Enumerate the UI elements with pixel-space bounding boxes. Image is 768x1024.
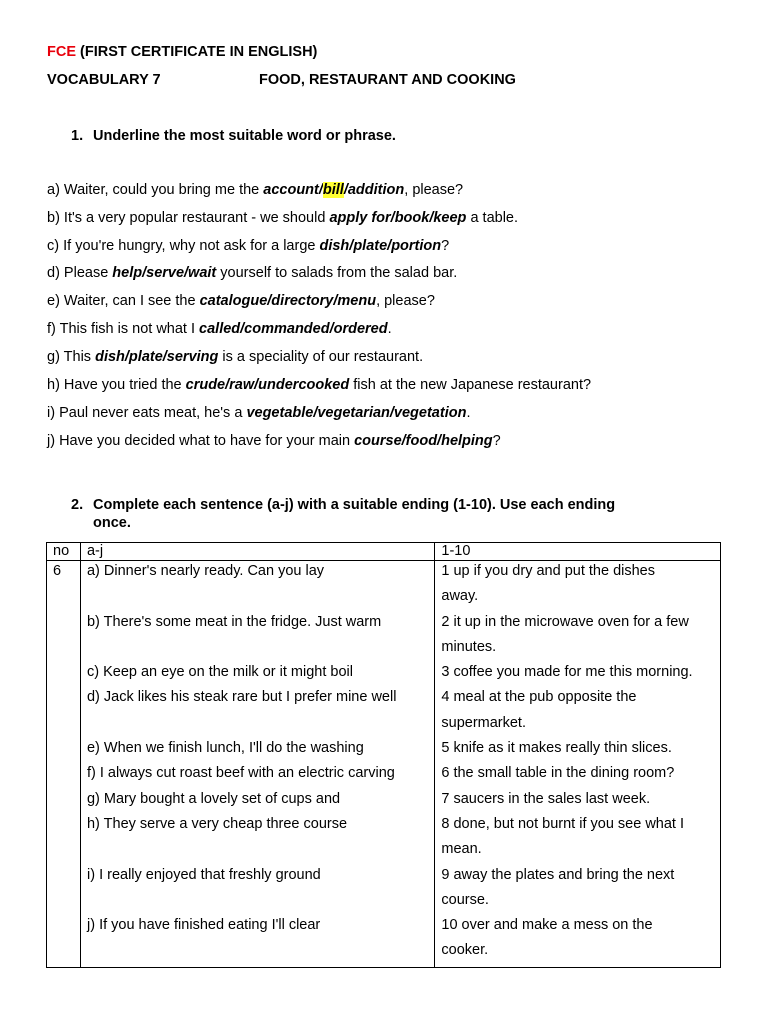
question-d — [47, 265, 457, 281]
question-b — [47, 210, 518, 226]
ending-line: cooker. — [441, 942, 489, 959]
exercise2-number: 2. — [71, 497, 84, 513]
question-text: ? — [441, 238, 450, 254]
question-text: b) It's a very popular restaurant - we should — [47, 210, 330, 226]
topic-title: FOOD, RESTAURANT AND COOKING — [259, 72, 516, 88]
table-header-row — [47, 543, 721, 561]
sentence-c: c) Keep an eye on the milk or it might boil — [86, 664, 353, 681]
header-1-10: 1-10 — [435, 543, 721, 561]
ending-line: 7 saucers in the sales last week. — [441, 790, 651, 807]
highlighted-option: bill — [322, 182, 344, 198]
exercise2-instruction — [71, 496, 691, 532]
question-f — [47, 321, 392, 337]
sentence-beginnings — [80, 561, 434, 968]
ending-line: 9 away the plates and bring the next — [441, 866, 675, 883]
question-text: e) Waiter, can I see the — [47, 293, 200, 309]
question-j — [47, 433, 501, 449]
answer-options: help/serve/wait — [112, 265, 217, 281]
sentence-b: b) There's some meat in the fridge. Just warm — [86, 613, 382, 630]
answer-options: apply for/book/keep — [329, 210, 467, 226]
ending-line: 4 meal at the pub opposite the — [441, 689, 637, 706]
exercise1-number: 1. — [71, 128, 84, 144]
answer-options: catalogue/directory/menu — [199, 293, 377, 309]
ending-line: 5 knife as it makes really thin slices. — [441, 740, 672, 757]
question-text: d) Please — [47, 265, 113, 281]
matching-table — [46, 542, 721, 968]
ending-line: course. — [441, 891, 489, 908]
sentence-d: d) Jack likes his steak rare but I prefer mine well — [86, 689, 397, 706]
fce-label: FCE — [47, 44, 76, 60]
ending-line: mean. — [441, 841, 482, 858]
question-h — [47, 377, 591, 393]
sentence-endings — [435, 561, 721, 968]
question-text: , please? — [376, 293, 435, 309]
answer-options: vegetable/vegetarian/vegetation — [246, 405, 467, 421]
answer-options: dish/plate/serving — [95, 349, 219, 365]
vocabulary-number: VOCABULARY 7 — [47, 72, 161, 88]
question-text: h) Have you tried the — [47, 377, 186, 393]
ending-line: 1 up if you dry and put the dishes — [441, 563, 655, 579]
question-g — [47, 349, 423, 365]
sentence-i: i) I really enjoyed that freshly ground — [86, 866, 321, 883]
sentence-j: j) If you have finished eating I'll clear — [86, 917, 321, 934]
question-text: yourself to salads from the salad bar. — [216, 265, 458, 281]
sentence-g: g) Mary bought a lovely set of cups and — [86, 790, 341, 807]
question-a — [47, 182, 463, 198]
ending-line: 10 over and make a mess on the — [441, 917, 653, 934]
answer-options: account/ — [263, 182, 323, 198]
ending-line: supermarket. — [441, 714, 526, 731]
answer-number: 6 — [53, 563, 62, 579]
question-text: a table. — [466, 210, 519, 226]
table-body-row — [47, 561, 721, 968]
question-c — [47, 238, 449, 254]
question-text: . — [387, 321, 392, 337]
exercise2-text: Complete each sentence (a-j) with a suitable ending (1-10). Use each ending — [93, 497, 616, 513]
title-rest: (FIRST CERTIFICATE IN ENGLISH) — [76, 44, 318, 60]
question-text: is a speciality of our restaurant. — [218, 349, 424, 365]
sentence-a: a) Dinner's nearly ready. Can you lay — [86, 563, 325, 579]
question-text: f) This fish is not what I — [47, 321, 200, 337]
question-text: , please? — [404, 182, 464, 198]
ending-line: 2 it up in the microwave oven for a few — [441, 613, 689, 630]
question-text: a) Waiter, could you bring me the — [47, 182, 264, 198]
ending-line: minutes. — [441, 638, 497, 655]
no-cell — [47, 561, 81, 968]
sentence-h: h) They serve a very cheap three course — [86, 815, 348, 832]
worksheet-title — [47, 44, 317, 60]
answer-options: crude/raw/undercooked — [185, 377, 350, 393]
question-text: j) Have you decided what to have for your main — [47, 433, 355, 449]
question-text: i) Paul never eats meat, he's a — [47, 405, 247, 421]
question-text: c) If you're hungry, why not ask for a large — [47, 238, 320, 254]
exercise1-text: Underline the most suitable word or phrase. — [93, 128, 396, 144]
answer-options: course/food/helping — [354, 433, 493, 449]
question-text: fish at the new Japanese restaurant? — [349, 377, 592, 393]
answer-options: /addition — [343, 182, 405, 198]
question-e — [47, 293, 435, 309]
ending-line: 8 done, but not burnt if you see what I — [441, 815, 685, 832]
header-a-j: a-j — [80, 543, 434, 561]
sentence-e: e) When we finish lunch, I'll do the washing — [86, 740, 364, 757]
question-i — [47, 405, 470, 421]
ending-line: 3 coffee you made for me this morning. — [441, 664, 693, 681]
header-no: no — [47, 543, 81, 561]
sentence-f: f) I always cut roast beef with an electric carving — [86, 765, 395, 782]
question-text: ? — [492, 433, 501, 449]
answer-options: dish/plate/portion — [319, 238, 442, 254]
ending-line: 6 the small table in the dining room? — [441, 765, 675, 782]
question-text: g) This — [47, 349, 96, 365]
exercise1-instruction — [71, 127, 691, 145]
question-text: . — [466, 405, 471, 421]
exercise2-text-cont: once. — [93, 515, 131, 531]
ending-line: away. — [441, 588, 479, 605]
answer-options: called/commanded/ordered — [199, 321, 388, 337]
